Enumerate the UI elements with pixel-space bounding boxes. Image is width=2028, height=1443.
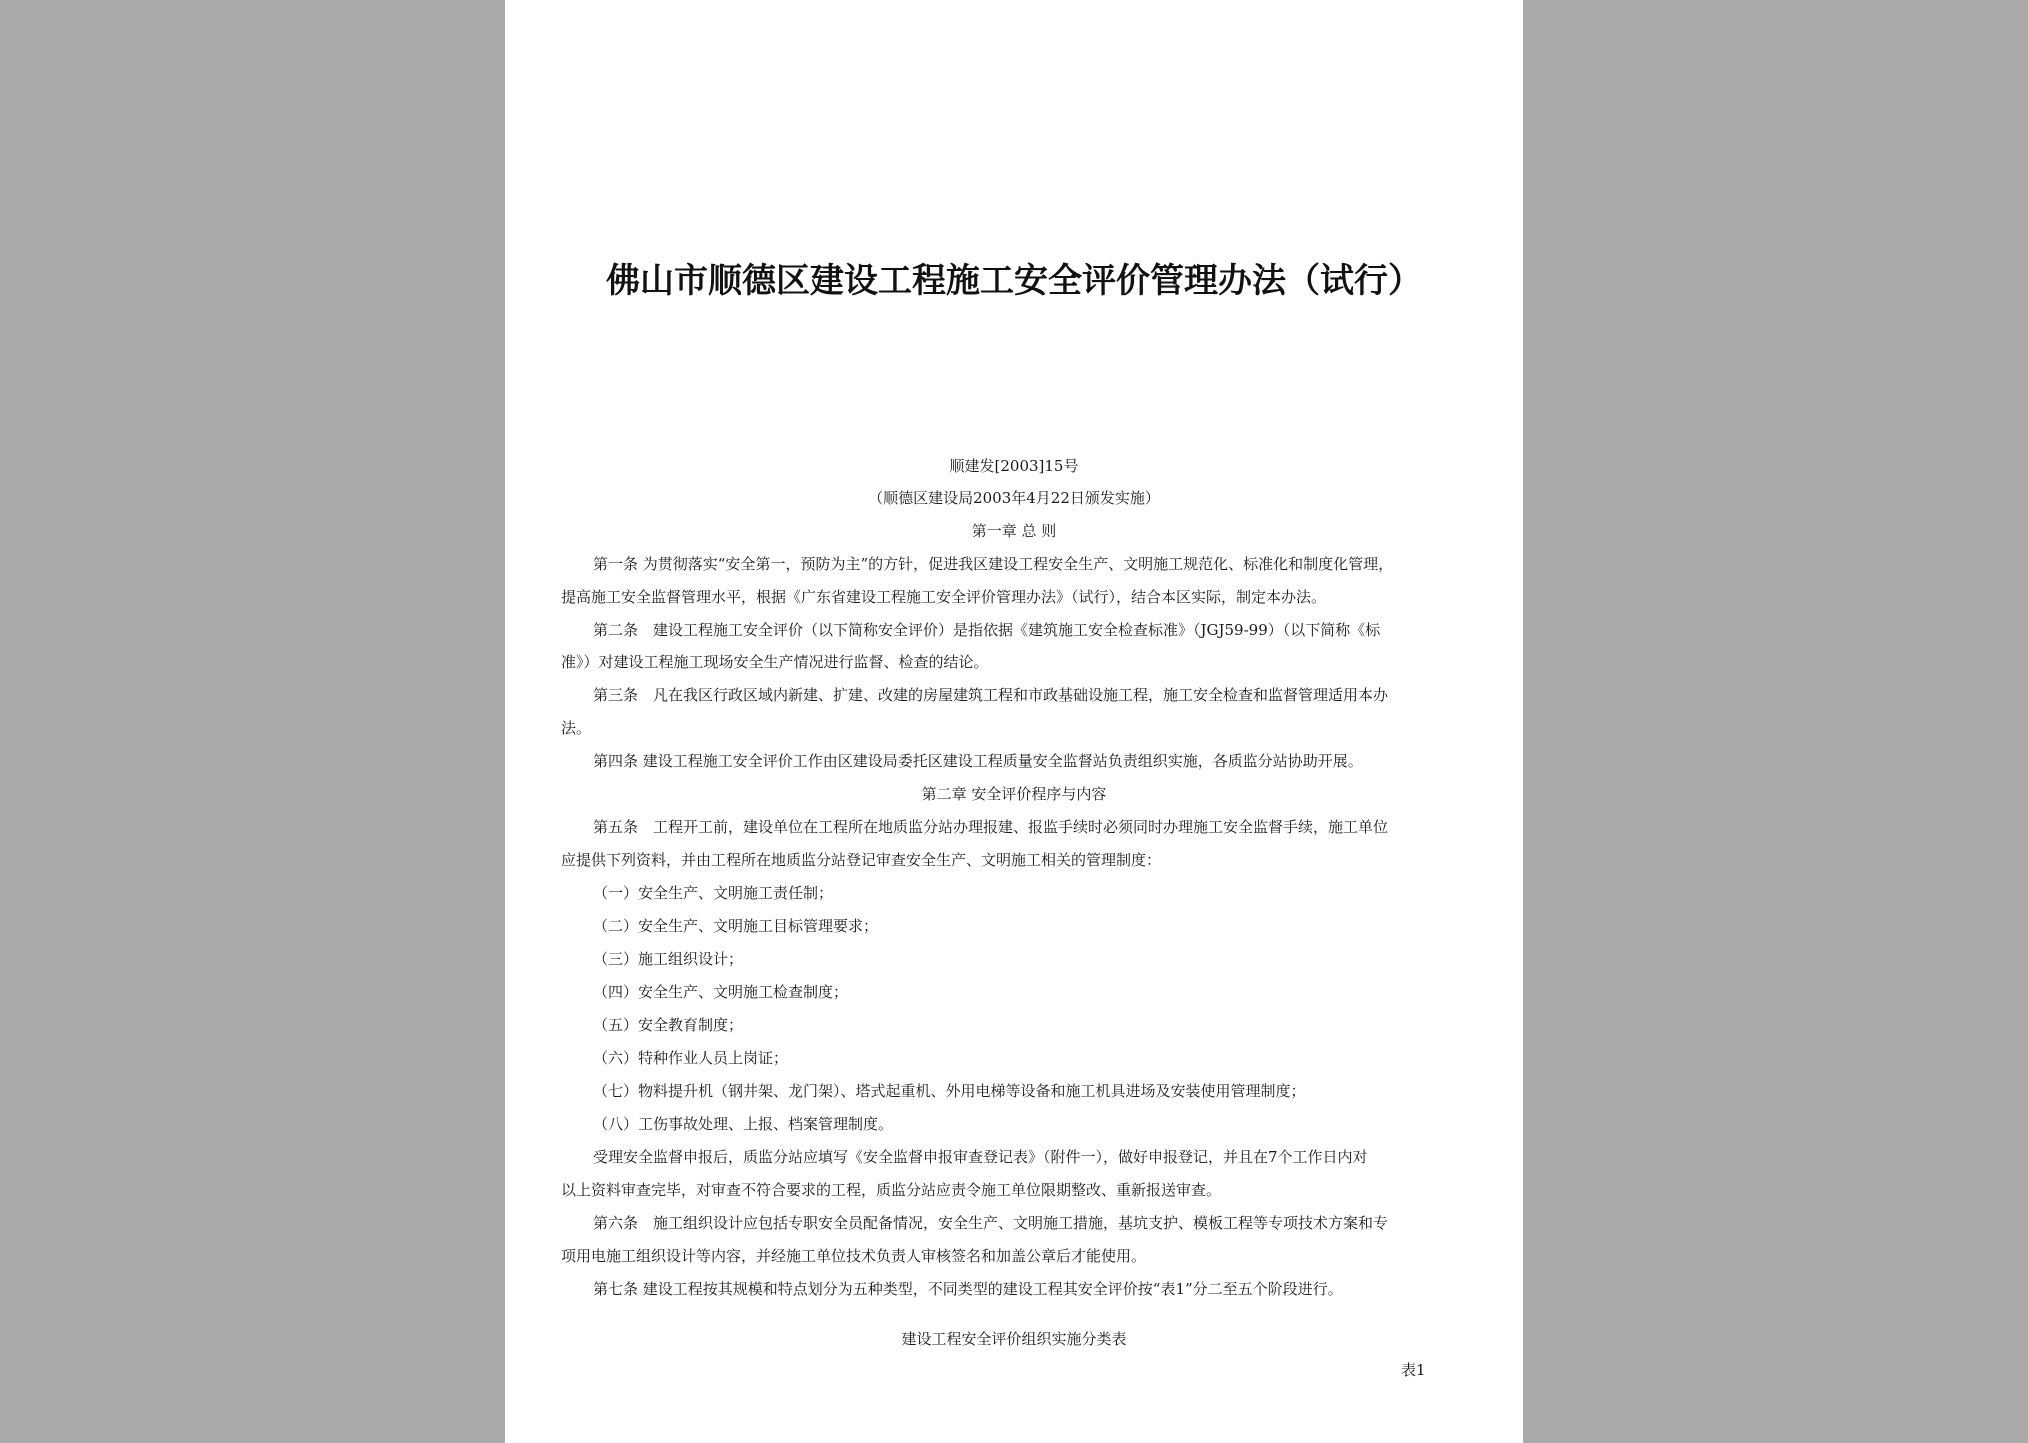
list-item-4: （四）安全生产、文明施工检查制度； <box>593 983 849 1001</box>
chapter-2-heading: 第二章 安全评价程序与内容 <box>921 785 1107 803</box>
table-label: 表1 <box>1401 1361 1426 1379</box>
article-3-line-1: 第三条 凡在我区行政区域内新建、扩建、改建的房屋建筑工程和市政基础设施工程，施工安全检查和监督管理适用本办 <box>593 686 1389 704</box>
list-item-6: （六）特种作业人员上岗证； <box>593 1049 789 1067</box>
article-5-line-1: 第五条 工程开工前，建设单位在工程所在地质监分站办理报建、报监手续时必须同时办理施工安全监督手续，施工单位 <box>593 818 1389 836</box>
list-item-1: （一）安全生产、文明施工责任制； <box>593 884 834 902</box>
article-1-line-2: 提高施工安全监督管理水平，根据《广东省建设工程施工安全评价管理办法》（试行），结合本区实际，制定本办法。 <box>561 588 1327 606</box>
document-number: 顺建发[2003]15号 <box>949 457 1079 475</box>
article-4-line-1: 第四条 建设工程施工安全评价工作由区建设局委托区建设工程质量安全监督站负责组织实施，各质监分站协助开展。 <box>593 752 1363 770</box>
list-item-3: （三）施工组织设计； <box>593 950 744 968</box>
article-1-line-1: 第一条 为贯彻落实“安全第一，预防为主”的方针，促进我区建设工程安全生产、文明施工规范化、标准化和制度化管理， <box>593 555 1394 573</box>
article-6-line-1: 第六条 施工组织设计应包括专职安全员配备情况，安全生产、文明施工措施，基坑支护、模板工程等专项技术方案和专 <box>593 1214 1389 1232</box>
article-7-line-1: 第七条 建设工程按其规模和特点划分为五种类型，不同类型的建设工程其安全评价按“表1”分二至五个阶段进行。 <box>593 1280 1343 1298</box>
list-item-5: （五）安全教育制度； <box>593 1016 744 1034</box>
article-5-line-2: 应提供下列资料，并由工程所在地质监分站登记审查安全生产、文明施工相关的管理制度： <box>561 851 1162 869</box>
list-item-2: （二）安全生产、文明施工目标管理要求； <box>593 917 879 935</box>
document-page <box>505 0 1523 1443</box>
list-item-8: （八）工伤事故处理、上报、档案管理制度。 <box>593 1115 894 1133</box>
chapter-1-heading: 第一章 总 则 <box>971 522 1057 540</box>
review-paragraph-line-2: 以上资料审查完毕，对审查不符合要求的工程，质监分站应责令施工单位限期整改、重新报送审查。 <box>561 1181 1222 1199</box>
article-3-line-2: 法。 <box>561 719 592 737</box>
document-title: 佛山市顺德区建设工程施工安全评价管理办法（试行） <box>606 261 1422 301</box>
issuance-note: （顺德区建设局2003年4月22日颁发实施） <box>868 489 1160 507</box>
list-item-7: （七）物料提升机（钢井架、龙门架）、塔式起重机、外用电梯等设备和施工机具进场及安装使用管理制度； <box>593 1082 1306 1100</box>
table-title: 建设工程安全评价组织实施分类表 <box>901 1330 1127 1348</box>
article-6-line-2: 项用电施工组织设计等内容，并经施工单位技术负责人审核签名和加盖公章后才能使用。 <box>561 1247 1147 1265</box>
article-2-line-1: 第二条 建设工程施工安全评价（以下简称安全评价）是指依据《建筑施工安全检查标准》（JGJ59-99）（以下简称《标 <box>593 621 1381 639</box>
review-paragraph-line-1: 受理安全监督申报后，质监分站应填写《安全监督申报审查登记表》（附件一），做好申报登记，并且在7个工作日内对 <box>593 1148 1368 1166</box>
article-2-line-2: 准》）对建设工程施工现场安全生产情况进行监督、检查的结论。 <box>561 653 989 671</box>
